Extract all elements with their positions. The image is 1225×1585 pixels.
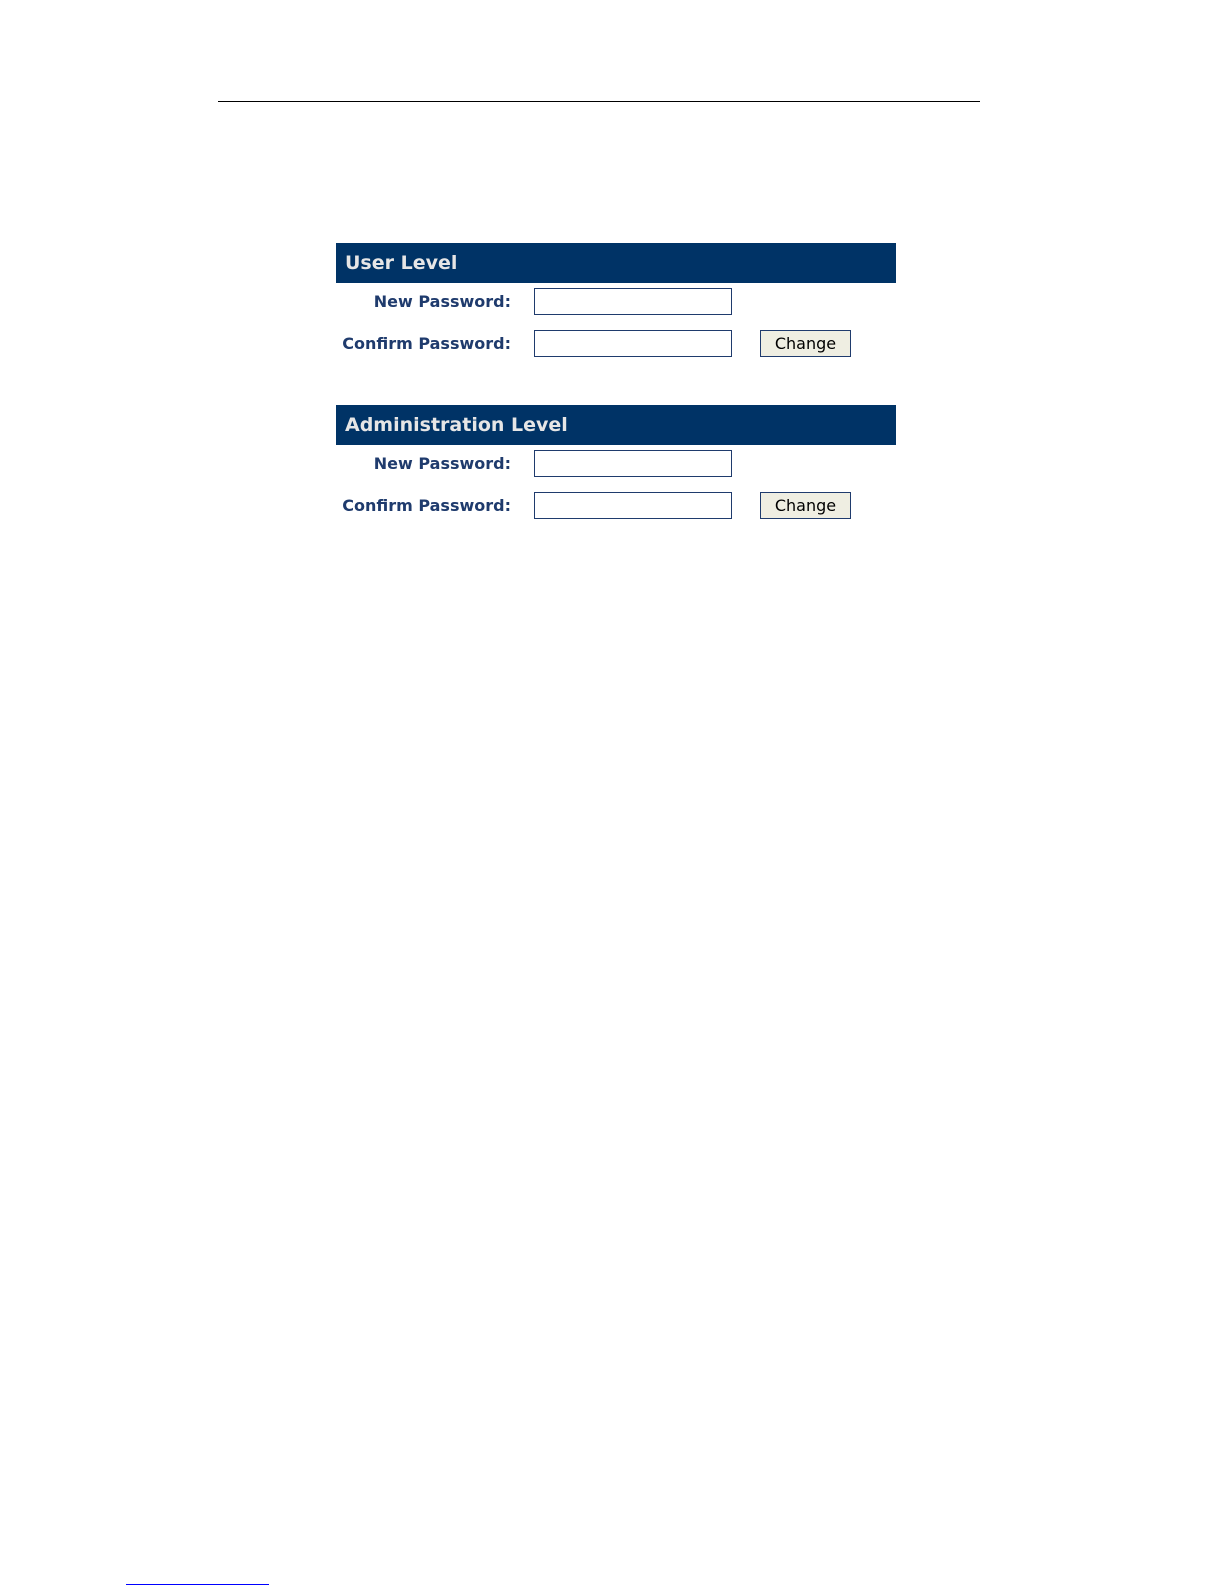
user-level-panel — [336, 243, 896, 371]
user-confirm-password-label: Confirm Password: — [342, 334, 511, 353]
admin-confirm-password-input[interactable] — [534, 492, 732, 519]
section-header-administration-level: Administration Level — [336, 405, 896, 445]
user-confirm-password-row — [336, 329, 896, 371]
user-new-password-row — [336, 287, 896, 329]
admin-new-password-label: New Password: — [373, 454, 511, 473]
admin-change-button[interactable]: Change — [760, 492, 851, 519]
admin-new-password-row — [336, 449, 896, 491]
admin-confirm-password-label: Confirm Password: — [342, 496, 511, 515]
user-new-password-input[interactable] — [534, 288, 732, 315]
admin-confirm-password-row — [336, 491, 896, 533]
user-new-password-label: New Password: — [373, 292, 511, 311]
administration-level-panel — [336, 405, 896, 533]
admin-new-password-input[interactable] — [534, 450, 732, 477]
user-confirm-password-input[interactable] — [534, 330, 732, 357]
user-change-button[interactable]: Change — [760, 330, 851, 357]
section-header-user-level: User Level — [336, 243, 896, 283]
page-header-rule — [218, 101, 980, 102]
